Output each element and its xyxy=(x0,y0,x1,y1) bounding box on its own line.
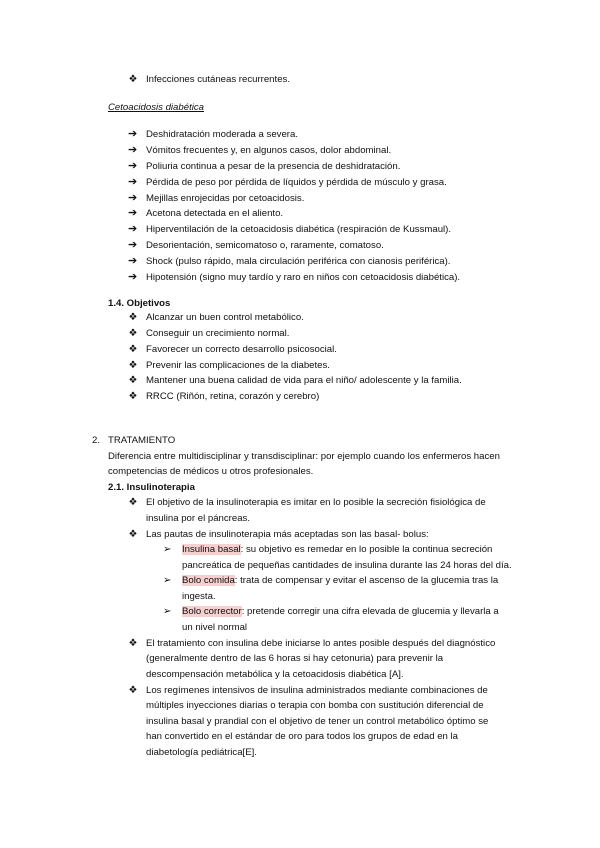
list-item-continuation: insulina basal y prandial con el objetivo de tener un control metabólico óptimo se xyxy=(146,716,489,727)
diamond-bullet-icon: ❖ xyxy=(128,312,138,323)
paragraph-line: competencias de médicos u otros profesionales. xyxy=(108,466,314,477)
list-item: Las pautas de insulinoterapia más aceptadas son las basal- bolus: xyxy=(146,529,429,540)
diamond-bullet-icon: ❖ xyxy=(128,74,138,85)
paragraph-line: Diferencia entre multidisciplinar y transdisciplinar: por ejemplo cuando los enfermeros hacen xyxy=(108,451,500,462)
list-item xyxy=(182,605,499,618)
list-item-continuation: un nivel normal xyxy=(182,622,248,633)
highlight-term: Bolo corrector xyxy=(182,606,242,617)
list-item: Los regímenes intensivos de insulina administrados mediante combinaciones de xyxy=(146,685,488,696)
list-item: Mantener una buena calidad de vida para el niño/ adolescente y la familia. xyxy=(146,375,462,386)
list-item-text: : su objetivo es remedar en lo posible la continua secreción xyxy=(240,544,493,555)
section-heading-cetoacidosis: Cetoacidosis diabética xyxy=(108,102,204,113)
list-item: Hipotensión (signo muy tardío y raro en niños con cetoacidosis diabética). xyxy=(146,272,461,283)
list-item: Prevenir las complicaciones de la diabetes. xyxy=(146,360,330,371)
diamond-bullet-icon: ❖ xyxy=(128,497,138,508)
section-heading-tratamiento: TRATAMIENTO xyxy=(108,435,176,446)
list-item-continuation: diabetología pediátrica[E]. xyxy=(146,747,257,758)
list-item: Conseguir un crecimiento normal. xyxy=(146,328,290,339)
arrow-bullet-icon: ➔ xyxy=(128,128,138,140)
arrow-bullet-icon: ➔ xyxy=(128,223,138,235)
list-item-continuation: múltiples inyecciones diarias o terapia con bomba con sustitución diferencial de xyxy=(146,700,484,711)
diamond-bullet-icon: ❖ xyxy=(128,391,138,402)
diamond-bullet-icon: ❖ xyxy=(128,375,138,386)
list-item: RRCC (Riñón, retina, corazón y cerebro) xyxy=(146,391,320,402)
arrow-bullet-icon: ➔ xyxy=(128,176,138,188)
list-item: Deshidratación moderada a severa. xyxy=(146,129,298,140)
list-item: El objetivo de la insulinoterapia es imitar en lo posible la secreción fisiológica de xyxy=(146,497,486,508)
list-item xyxy=(182,574,498,587)
list-item-text: : trata de compensar y evitar el ascenso de la glucemia tras la xyxy=(234,575,499,586)
diamond-bullet-icon: ❖ xyxy=(128,360,138,371)
arrow-bullet-icon: ➔ xyxy=(128,207,138,219)
list-item: Shock (pulso rápido, mala circulación periférica con cianosis periférica). xyxy=(146,256,451,267)
section-heading-insulinoterapia: 2.1. Insulinoterapia xyxy=(108,482,195,493)
diamond-bullet-icon: ❖ xyxy=(128,638,138,649)
list-item: Acetona detectada en el aliento. xyxy=(146,208,284,219)
arrow-bullet-icon: ➔ xyxy=(128,160,138,172)
arrow-bullet-icon: ➔ xyxy=(128,239,138,251)
list-item: Alcanzar un buen control metabólico. xyxy=(146,312,304,323)
arrowhead-bullet-icon: ➢ xyxy=(163,544,172,555)
arrow-bullet-icon: ➔ xyxy=(128,271,138,283)
section-number: 2. xyxy=(92,435,101,446)
diamond-bullet-icon: ❖ xyxy=(128,328,138,339)
list-item-continuation: insulina por el páncreas. xyxy=(146,513,250,524)
list-item xyxy=(182,543,492,556)
diamond-bullet-icon: ❖ xyxy=(128,344,138,355)
list-item: El tratamiento con insulina debe iniciarse lo antes posible después del diagnóstico xyxy=(146,638,496,649)
list-item: Infecciones cutáneas recurrentes. xyxy=(146,74,290,85)
diamond-bullet-icon: ❖ xyxy=(128,685,138,696)
section-heading-objetivos: 1.4. Objetivos xyxy=(108,298,171,309)
arrowhead-bullet-icon: ➢ xyxy=(163,606,172,617)
list-item-continuation: descompensación metabólica y la cetoacidosis diabética [A]. xyxy=(146,669,404,680)
highlight-term: Bolo comida xyxy=(182,575,235,586)
highlight-term: Insulina basal xyxy=(182,544,241,555)
arrow-bullet-icon: ➔ xyxy=(128,144,138,156)
list-item-continuation: pancreática de pequeñas cantidades de insulina durante las 24 horas del día. xyxy=(182,560,512,571)
list-item-continuation: han convertido en el estándar de oro para todos los grupos de edad en la xyxy=(146,731,459,742)
arrowhead-bullet-icon: ➢ xyxy=(163,575,172,586)
list-item: Desorientación, semicomatoso o, raramente, comatoso. xyxy=(146,240,384,251)
arrow-bullet-icon: ➔ xyxy=(128,192,138,204)
diamond-bullet-icon: ❖ xyxy=(128,529,138,540)
list-item: Poliuria continua a pesar de la presencia de deshidratación. xyxy=(146,161,401,172)
list-item-text: : pretende corregir una cifra elevada de glucemia y llevarla a xyxy=(241,606,499,617)
arrow-bullet-icon: ➔ xyxy=(128,255,138,267)
list-item-continuation: (generalmente dentro de las 6 horas si hay cetonuria) para prevenir la xyxy=(146,653,444,664)
list-item: Pérdida de peso por pérdida de líquidos y pérdida de músculo y grasa. xyxy=(146,177,447,188)
list-item: Mejillas enrojecidas por cetoacidosis. xyxy=(146,193,305,204)
list-item: Favorecer un correcto desarrollo psicosocial. xyxy=(146,344,337,355)
list-item: Hiperventilación de la cetoacidosis diabética (respiración de Kussmaul). xyxy=(146,224,452,235)
list-item: Vómitos frecuentes y, en algunos casos, dolor abdominal. xyxy=(146,145,392,156)
list-item-continuation: ingesta. xyxy=(182,591,216,602)
